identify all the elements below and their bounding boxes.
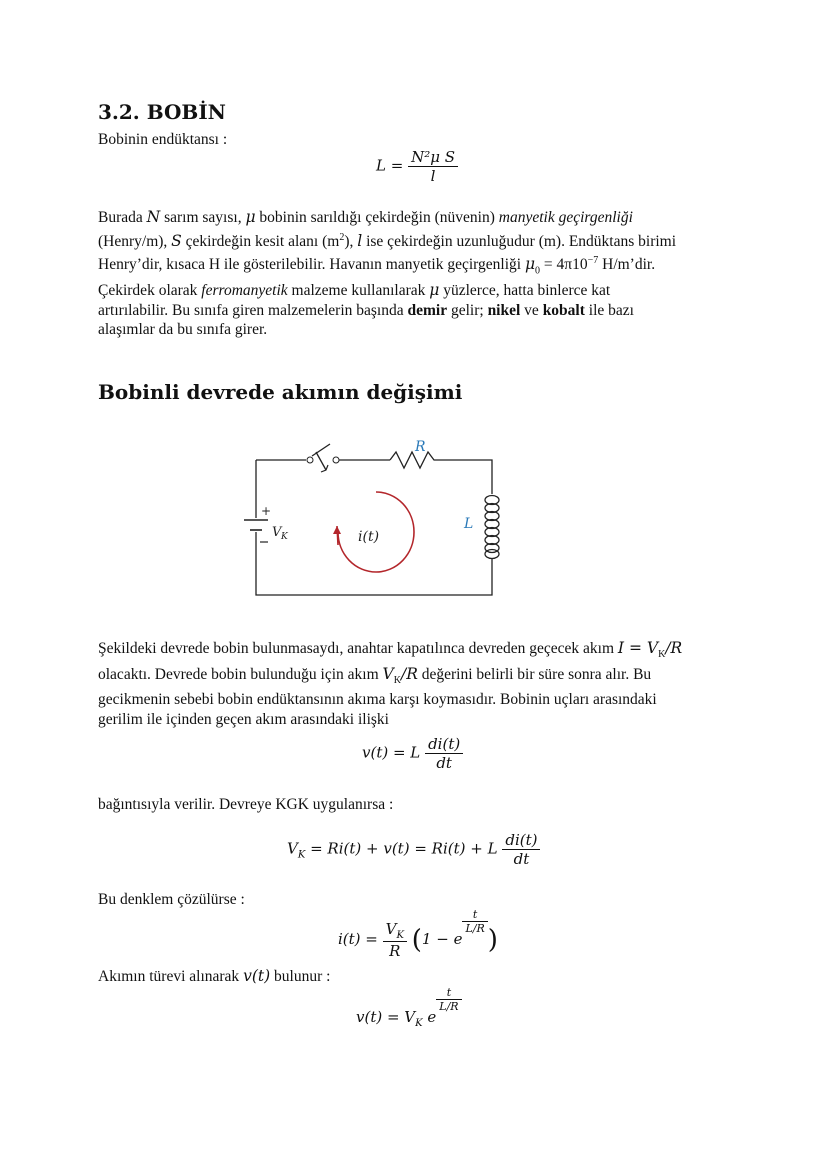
equation-inductor-voltage [362,735,463,772]
equation-voltage-solution: $v(t) = V_K$ e $\frac{t}{L/R}$ [356,986,462,1029]
para1-line: Burada N sarım sayısı, μ bobinin sarıldığı çekirdeğin (nüvenin) manyetik geçirgenliği [98,208,633,226]
para1-line: Henry’dir, kısaca H ile gösterilebilir. Havanın manyetik geçirgenliği $\mu_0 = 4\pi 10^{-7}$ H/m’dir. [98,255,656,277]
eq3-lhs: i(t) = [338,930,378,948]
para1-line: (Henry/m), S çekirdeğin kesit alanı $(m^2)$, l ise çekirdeğin uzunluğudur (m). Endüktans birimi [98,231,677,250]
switch-contact-right [333,457,339,463]
formula-fraction [408,148,458,185]
eq4-exponent: $\frac{t}{L/R}$ [436,986,461,1013]
inductor-label: L [464,516,474,532]
eq3-paren-body: 1 − e [421,930,463,948]
eq3-fraction [383,920,407,960]
derivative-text: Akımın türevi alınarak v(t) bulunur : [98,967,331,985]
eq1-lhs: v(t) = L [362,743,421,762]
eq3-exponent: $\frac{t}{L/R}$ [462,908,487,935]
resistor-zigzag [390,452,438,468]
para1-line: Çekirdek olarak ferromanyetik malzeme kullanılarak μ yüzlerce, hatta binlerce kat [98,281,611,300]
source-label: V [272,525,282,540]
formula-numerator: N²μ S [408,148,458,167]
eq4-lhs: v(t) = V [356,1008,416,1026]
eq2-denominator: dt [513,850,530,868]
rl-circuit-diagram [220,430,520,605]
eq2-vk-sub: K [297,849,306,861]
subsection-title: Bobinli devrede akımın değişimi [98,380,463,404]
para2-line: Şekildeki devrede bobin bulunmasaydı, anahtar kapatılınca devreden geçecek akım $I = V_K/R$ [98,639,683,661]
right-wire-top [438,460,492,494]
inductor-coil [485,496,499,559]
formula-denominator: l [430,167,436,185]
para2-line: olacaktı. Devrede bobin bulunduğu için akım $V_K/R$ değerini belirli bir süre sonra alır. Bu [98,664,652,686]
eq2-fraction [502,831,540,868]
switch-actuator [316,452,326,470]
switch-blade [312,444,330,456]
eq2-numerator: di(t) [502,831,540,850]
equation-current-solution [338,908,498,960]
eq3-numerator: $V_K$ [383,920,407,942]
formula-lhs: L = [376,156,404,175]
eq1-denominator: dt [436,754,452,772]
eq3-close-paren: ) [487,925,498,955]
kgk-text: bağıntısıyla verilir. Devreye KGK uygulanırsa : [98,796,394,813]
para1-line: artırılabilir. Bu sınıfa giren malzemelerin başında demir gelir; nikel ve kobalt ile bazı [98,301,634,319]
intro-text: Bobinin endüktansı : [98,131,228,148]
para2-line: gecikmenin sebebi bobin endüktansının akıma karşı koymasıdır. Bobinin uçları arasındaki [98,691,657,709]
eq2-middle: = Ri(t) + v(t) = Ri(t) + L [305,839,498,858]
solve-text: Bu denklem çözülürse : [98,891,245,908]
eq1-fraction [425,735,463,772]
inductance-formula [376,148,458,185]
current-label: i(t) [358,529,380,545]
current-arrow-head [333,526,341,534]
para2-line: gerilim ile içinden geçen akım arasındaki ilişki [98,710,389,728]
paragraph-explanation [98,639,738,730]
switch-contact-left [307,457,313,463]
source-label-sub: K [281,532,288,542]
resistor-label: R [415,439,426,455]
eq3-denominator: R [389,942,401,960]
para1-line: alaşımlar da bu sınıfa girer. [98,321,268,339]
source-plus-label: + [261,504,272,518]
eq3-open-paren: ( [411,925,422,955]
paragraph-definition [98,208,738,340]
eq2-vk: V [287,839,298,858]
eq1-numerator: di(t) [425,735,463,754]
section-title: 3.2. BOBİN [98,100,226,124]
equation-kvl [287,831,540,868]
